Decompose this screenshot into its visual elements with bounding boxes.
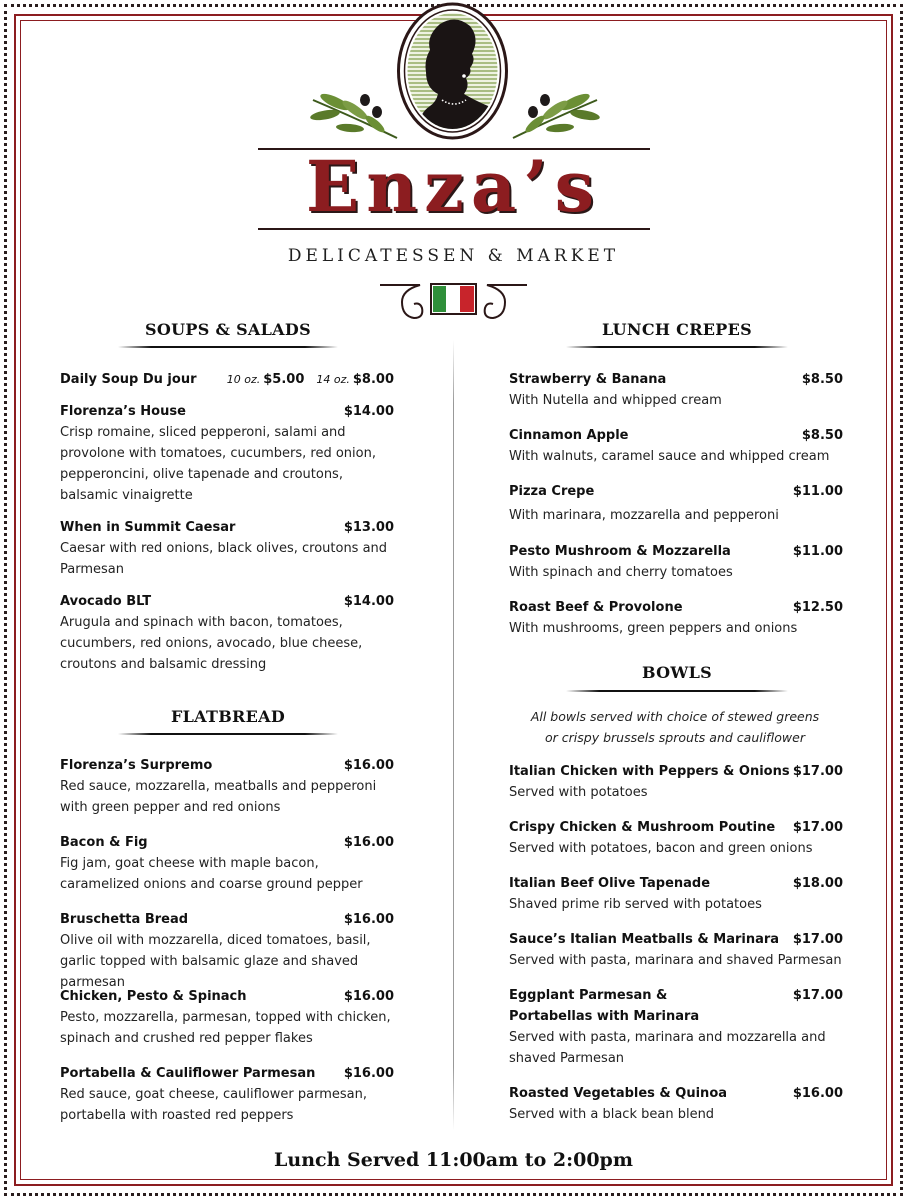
item-description: Served with pasta, marinara and mozzarella and shaved Parmesan — [509, 1030, 826, 1066]
section-title-flatbread: FLATBREAD — [170, 707, 286, 726]
item-name: Bacon & Fig — [60, 835, 148, 850]
item-price: $11.00 — [792, 544, 843, 559]
menu-item — [509, 1083, 843, 1125]
item-name: Roast Beef & Provolone — [509, 600, 683, 615]
item-name: When in Summit Caesar — [60, 520, 236, 535]
item-description: Olive oil with mozzarella, diced tomatoes, basil, garlic topped with balsamic glaze and shaved parmesan — [60, 933, 371, 990]
item-name: Daily Soup Du jour — [60, 372, 197, 387]
menu-item — [509, 425, 843, 467]
menu-item — [509, 929, 843, 971]
item-name: Sauce’s Italian Meatballs & Marinara — [509, 932, 780, 947]
logo-bottom-rule — [258, 228, 650, 230]
item-description: Arugula and spinach with bacon, tomatoes, cucumbers, red onions, avocado, blue cheese, croutons and balsamic dressing — [60, 615, 363, 672]
item-name: Chicken, Pesto & Spinach — [60, 989, 247, 1004]
olive-branch-left-icon — [305, 80, 400, 140]
menu-item — [60, 401, 394, 506]
item-price: $11.00 — [792, 484, 843, 499]
item-price: $17.00 — [792, 820, 843, 835]
item-name: Pizza Crepe — [509, 484, 595, 499]
item-name: Strawberry & Banana — [509, 372, 667, 387]
item-price: $14.00 — [343, 594, 394, 609]
item-description: With Nutella and whipped cream — [509, 393, 722, 408]
brand-title: Enza’s — [305, 145, 602, 228]
item-name: Cinnamon Apple — [509, 428, 629, 443]
menu-item — [509, 481, 843, 526]
item-description: Served with potatoes, bacon and green onions — [509, 841, 813, 856]
menu-item — [60, 755, 394, 818]
bowls-note-line: or crispy brussels sprouts and cauliflower — [545, 730, 805, 745]
item-price: $18.00 — [792, 876, 843, 891]
menu-item-soup — [60, 369, 394, 390]
menu-item — [60, 909, 394, 993]
item-name: Crispy Chicken & Mushroom Poutine — [509, 820, 776, 835]
column-divider — [453, 340, 454, 1130]
item-description: Red sauce, goat cheese, cauliflower parmesan, portabella with roasted red peppers — [60, 1087, 367, 1123]
section-rule — [566, 690, 788, 692]
menu-item — [60, 517, 394, 580]
size-label: 10 oz. — [226, 373, 261, 386]
item-description: Served with a black bean blend — [509, 1107, 715, 1122]
section-rule — [118, 733, 338, 735]
menu-item — [509, 369, 843, 411]
item-name: Florenza’s Surpremo — [60, 758, 213, 773]
item-description: Served with pasta, marinara and shaved Parmesan — [509, 953, 842, 968]
bowls-note-line: All bowls served with choice of stewed greens — [530, 709, 820, 724]
item-description: Pesto, mozzarella, parmesan, topped with chicken, spinach and crushed red pepper flakes — [60, 1010, 391, 1046]
item-description: Served with potatoes — [509, 785, 648, 800]
menu-item — [509, 597, 843, 639]
item-description: Red sauce, mozzarella, meatballs and pepperoni with green pepper and red onions — [60, 779, 377, 815]
item-name: Roasted Vegetables & Quinoa — [509, 1086, 728, 1101]
item-price: $17.00 — [792, 988, 843, 1003]
item-description: With spinach and cherry tomatoes — [509, 565, 733, 580]
cameo-silhouette-logo-icon — [396, 2, 509, 140]
section-title-soups-salads: SOUPS & SALADS — [145, 320, 311, 339]
olive-branch-right-icon — [510, 80, 605, 140]
menu-item — [60, 832, 394, 895]
item-name: Italian Beef Olive Tapenade — [509, 876, 711, 891]
item-price: $16.00 — [792, 1086, 843, 1101]
item-price: $8.50 — [801, 372, 843, 387]
menu-item — [509, 541, 843, 583]
item-name: Italian Chicken with Peppers & Onions — [509, 764, 790, 779]
item-price: $17.00 — [792, 932, 843, 947]
brand-subtitle: DELICATESSEN & MARKET — [287, 246, 620, 266]
item-price: $5.00 — [263, 372, 305, 387]
soup-prices — [227, 369, 394, 390]
item-description: With walnuts, caramel sauce and whipped cream — [509, 449, 830, 464]
item-name: Portabella & Cauliflower Parmesan — [60, 1066, 316, 1081]
section-rule — [118, 346, 338, 348]
item-price: $16.00 — [343, 758, 394, 773]
menu-item — [60, 986, 394, 1049]
menu-item — [509, 985, 843, 1069]
menu-item — [509, 761, 843, 803]
section-title-lunch-crepes: LUNCH CREPES — [602, 320, 752, 339]
item-price: $14.00 — [343, 404, 394, 419]
menu-item — [60, 591, 394, 675]
section-rule — [566, 346, 788, 348]
section-title-bowls: BOWLS — [641, 663, 713, 682]
item-price: $16.00 — [343, 989, 394, 1004]
size-label: 14 oz. — [316, 373, 350, 386]
item-price: $8.00 — [352, 372, 394, 387]
item-name: Bruschetta Bread — [60, 912, 189, 927]
item-price: $12.50 — [792, 600, 843, 615]
item-name: Pesto Mushroom & Mozzarella — [509, 544, 731, 559]
menu-item — [509, 873, 843, 915]
item-description: Fig jam, goat cheese with maple bacon, caramelized onions and coarse ground pepper — [60, 856, 363, 892]
item-name: Florenza’s House — [60, 404, 186, 419]
item-description: Shaved prime rib served with potatoes — [509, 897, 762, 912]
menu-item — [509, 817, 843, 859]
item-description: Caesar with red onions, black olives, croutons and Parmesan — [60, 541, 388, 577]
item-price: $16.00 — [343, 912, 394, 927]
item-price: $17.00 — [792, 764, 843, 779]
item-description: With mushrooms, green peppers and onions — [509, 621, 798, 636]
menu-item — [60, 1063, 394, 1126]
item-price: $8.50 — [801, 428, 843, 443]
item-price: $13.00 — [343, 520, 394, 535]
item-price: $16.00 — [343, 1066, 394, 1081]
item-description: With marinara, mozzarella and pepperoni — [509, 508, 779, 523]
lunch-hours: Lunch Served 11:00am to 2:00pm — [274, 1149, 633, 1171]
item-description: Crisp romaine, sliced pepperoni, salami and provolone with tomatoes, cucumbers, red onion, pepperoncini, olive tapenade and croutons, balsamic vinaigrette — [60, 425, 376, 503]
item-name: Eggplant Parmesan & Portabellas with Marinara — [509, 988, 700, 1024]
italian-flag-flourish-icon — [380, 280, 527, 330]
item-name: Avocado BLT — [60, 594, 152, 609]
item-price: $16.00 — [343, 835, 394, 850]
bowls-note — [505, 706, 845, 748]
